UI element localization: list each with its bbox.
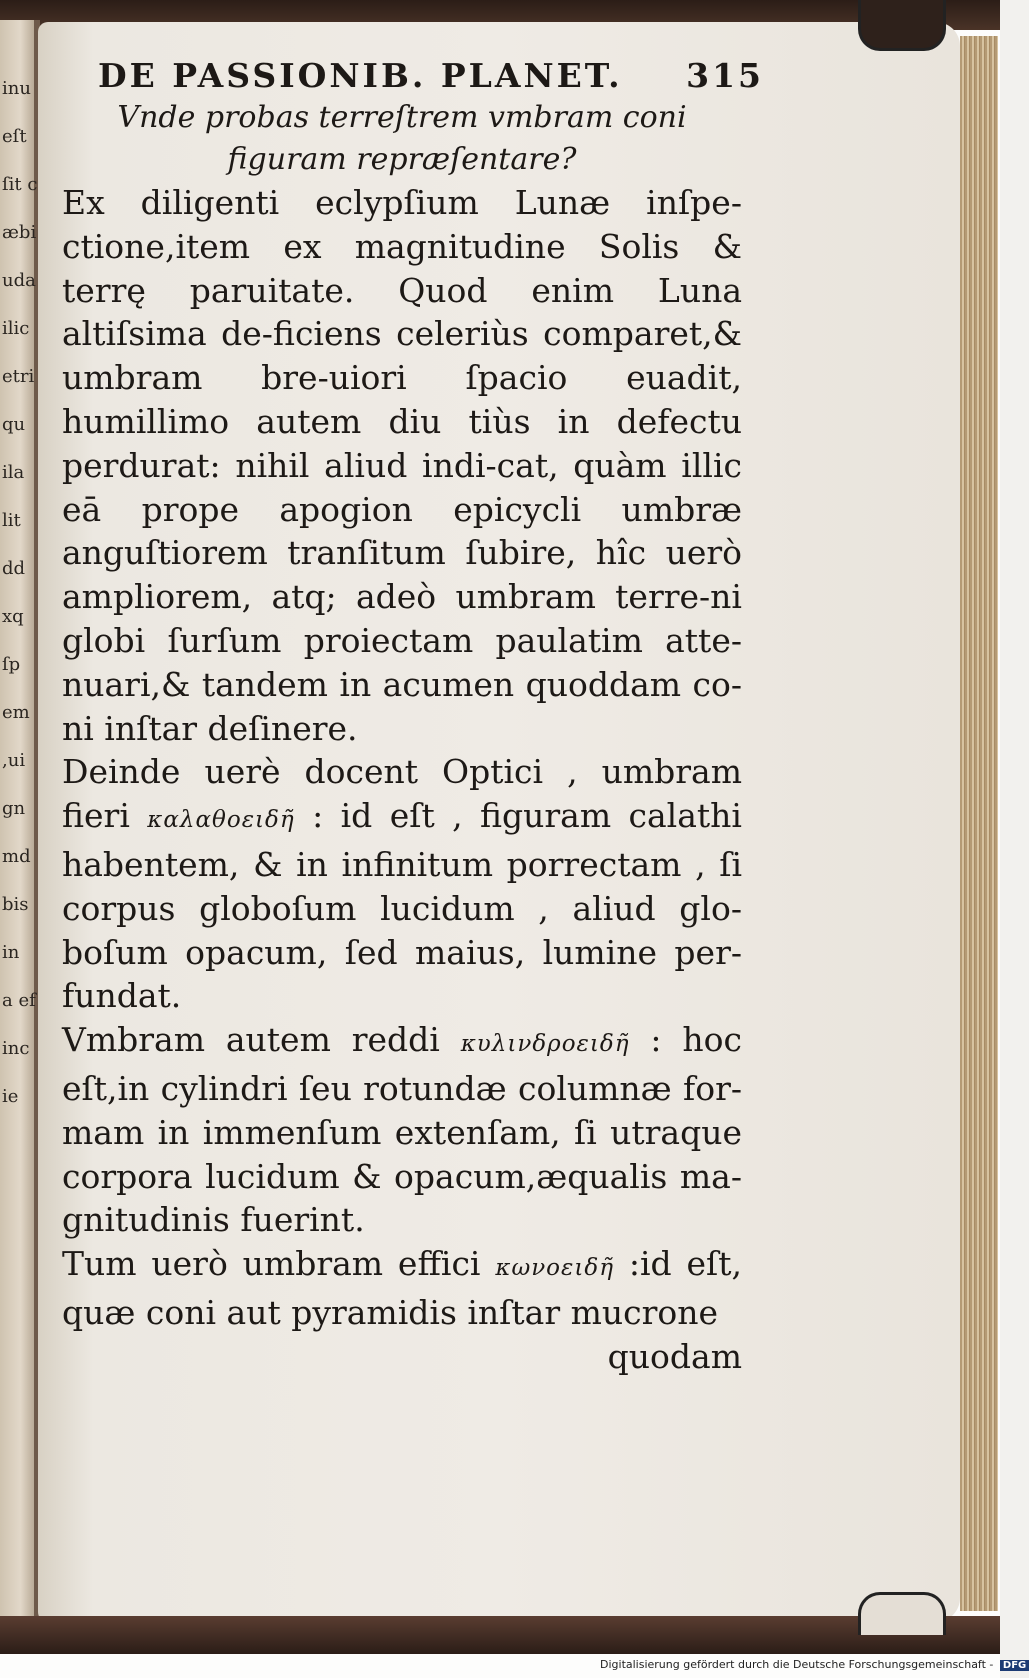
bleed-fragment: lit xyxy=(2,510,21,531)
bleed-fragment: inc xyxy=(2,1038,30,1059)
bleed-fragment: in xyxy=(2,942,20,963)
body-text xyxy=(62,181,742,1335)
paragraph-4-before: Tum uerò umbram effici xyxy=(62,1244,481,1284)
bleed-fragment: ,ui xyxy=(2,750,26,771)
paragraph-3 xyxy=(62,1018,742,1242)
paragraph-3-before: Vmbram autem reddi xyxy=(62,1020,440,1060)
question-line-1: Vnde probas terreſtrem vmbram coni xyxy=(117,100,687,135)
running-head-title: DE PASSIONIB. PLANET. xyxy=(98,56,623,95)
bleed-fragment: inu xyxy=(2,78,31,99)
bleed-fragment: uda xyxy=(2,270,36,291)
bleed-fragment: bis xyxy=(2,894,29,915)
bleed-fragment: a ef xyxy=(2,990,36,1011)
bleed-fragment: ie xyxy=(2,1086,19,1107)
bleed-fragment: ilic xyxy=(2,318,30,339)
greek-term-1: καλαθοειδῆ xyxy=(147,807,295,834)
running-head xyxy=(98,56,764,95)
bleed-fragment: ſp xyxy=(2,654,21,675)
credit-text: Digitalisierung gefördert durch die Deutsche Forschungsgemeinschaft - xyxy=(600,1658,994,1671)
paragraph-4 xyxy=(62,1242,742,1335)
bleed-fragment: qu xyxy=(2,414,26,435)
paragraph-2 xyxy=(62,750,742,1018)
paragraph-1: Ex diligenti eclypſium Lunæ inſpe-ctione,item ex magnitudine Solis & terrę paruitate. Quod enim Luna altiſsima de-ficiens celeriùs comparet,& umbram bre-uiori ſpacio euadit, humillimo autem diu tiùs in defectu perdurat: nihil aliud indi-cat, quàm illic eā prope apogion epicycli umbræ anguſtiorem tranſitum ſubire, hîc uerò ampliorem, atq; adeò umbram terre-ni globi ſurſum proiectam paulatim atte-nuari,& tandem in acumen quoddam co-ni inſtar deſinere. xyxy=(62,183,742,748)
page-number: 315 xyxy=(686,56,764,95)
bleed-fragment: gn xyxy=(2,798,26,819)
catchword: quodam xyxy=(607,1336,742,1376)
bleed-fragment: ſit c xyxy=(2,174,38,195)
bleed-fragment: dd xyxy=(2,558,26,579)
digitization-credit xyxy=(600,1658,1029,1671)
bleed-through-column xyxy=(2,80,42,1128)
bleed-fragment: xq xyxy=(2,606,24,627)
paragraph-4-after: :id eſt, quæ coni aut pyramidis inſtar mucrone xyxy=(62,1244,743,1332)
paragraph-2-before: Deinde uerè docent Optici , umbram fieri xyxy=(62,752,742,836)
question-line-2: figuram repræſentare? xyxy=(227,142,577,177)
bleed-fragment: etri xyxy=(2,366,35,387)
page-fore-edge xyxy=(960,36,998,1611)
clasp-bottom xyxy=(858,1592,946,1635)
paragraph-3-after: : hoc eſt,in cylindri ſeu rotundæ columnæ for-mam in immenſum extenſam, ſi utraque corpora lucidum & opacum,æqualis ma-gnitudinis fuerint. xyxy=(62,1020,742,1240)
bleed-fragment: ila xyxy=(2,462,25,483)
page-text xyxy=(62,56,764,1376)
greek-term-2: κυλινδροειδῆ xyxy=(460,1031,630,1058)
greek-term-3: κωνοειδῆ xyxy=(495,1255,615,1282)
question-heading xyxy=(62,97,742,181)
bleed-fragment: eſt xyxy=(2,126,27,147)
bleed-fragment: æbi xyxy=(2,222,37,243)
bleed-fragment: md xyxy=(2,846,31,867)
clasp-top xyxy=(858,0,946,51)
bleed-fragment: em xyxy=(2,702,30,723)
binding-bottom xyxy=(0,1616,1000,1654)
paragraph-2-after: : id eſt , figuram calathi habentem, & in infinitum porrectam , ſi corpus globoſum lucidum , aliud glo-boſum opacum, ſed maius, lumine per-fundat. xyxy=(62,796,742,1016)
dfg-logo: DFG xyxy=(1000,1660,1029,1671)
